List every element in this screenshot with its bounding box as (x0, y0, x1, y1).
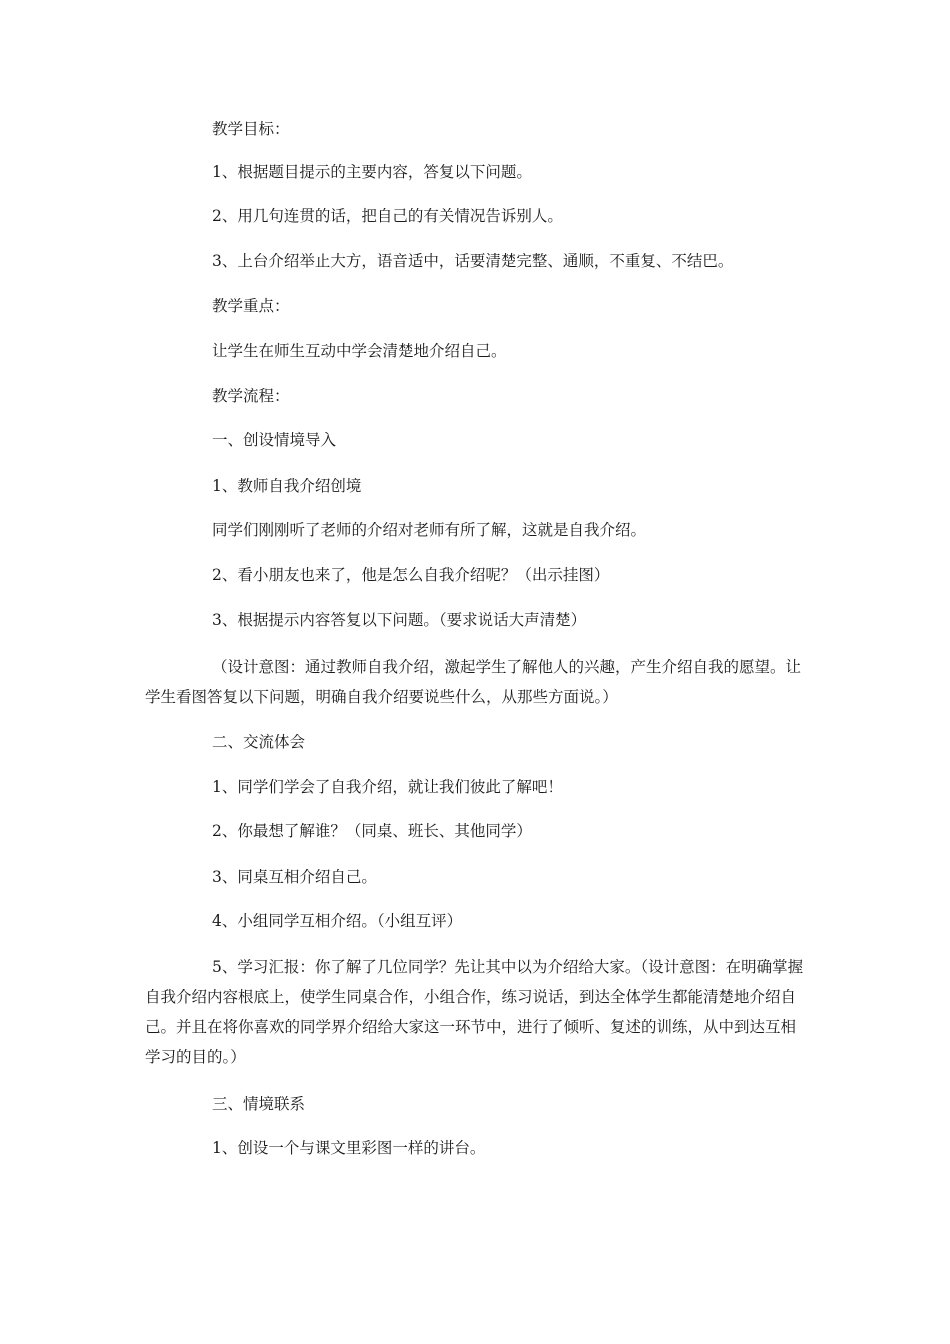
step-1-1: 1、教师自我介绍创境 (212, 477, 362, 495)
step-2-2: 2、你最想了解谁？（同桌、班长、其他同学） (212, 822, 532, 840)
step-2-5: 5、学习汇报：你了解了几位同学？先让其中以为介绍给大家。（设计意图：在明确掌握自我介绍内容根底上，使学生同桌合作，小组合作，练习说话，到达全体学生都能清楚地介绍自己。并且在将你喜欢的同学界介绍给大家这一环节中，进行了倾听、复述的训练，从中到达互相学习的目的。） (145, 958, 804, 1066)
step-2-3: 3、同桌互相介绍自己。 (212, 868, 377, 886)
section-heading-1: 一、创设情境导入 (212, 431, 337, 449)
step-1-3: 3、根据提示内容答复以下问题。（要求说话大声清楚） (212, 611, 587, 629)
section-heading-2: 二、交流体会 (212, 733, 306, 751)
section-heading-3: 三、情境联系 (212, 1095, 306, 1113)
step-3-1: 1、创设一个与课文里彩图一样的讲台。 (212, 1139, 486, 1157)
goal-item-3: 3、上台介绍举止大方，语音适中，话要清楚完整、通顺，不重复、不结巴。 (212, 252, 734, 270)
goal-item-2: 2、用几句连贯的话，把自己的有关情况告诉别人。 (212, 207, 563, 225)
goal-item-1: 1、根据题目提示的主要内容，答复以下问题。 (212, 163, 532, 181)
design-intent-1: （设计意图：通过教师自我介绍，激起学生了解他人的兴趣，产生介绍自我的愿望。让学生看图答复以下问题，明确自我介绍要说些什么，从那些方面说。） (145, 658, 802, 706)
step-2-1: 1、同学们学会了自我介绍，就让我们彼此了解吧！ (212, 778, 563, 796)
step-1-1-text: 同学们刚刚听了老师的介绍对老师有所了解，这就是自我介绍。 (212, 521, 647, 539)
heading-key-points: 教学重点： (212, 297, 290, 315)
step-1-2: 2、看小朋友也来了，他是怎么自我介绍呢？（出示挂图） (212, 566, 610, 584)
step-2-4: 4、小组同学互相介绍。（小组互评） (212, 912, 463, 930)
key-point-text: 让学生在师生互动中学会清楚地介绍自己。 (212, 342, 507, 360)
heading-teaching-process: 教学流程： (212, 387, 290, 405)
heading-teaching-goals: 教学目标： (212, 120, 290, 138)
